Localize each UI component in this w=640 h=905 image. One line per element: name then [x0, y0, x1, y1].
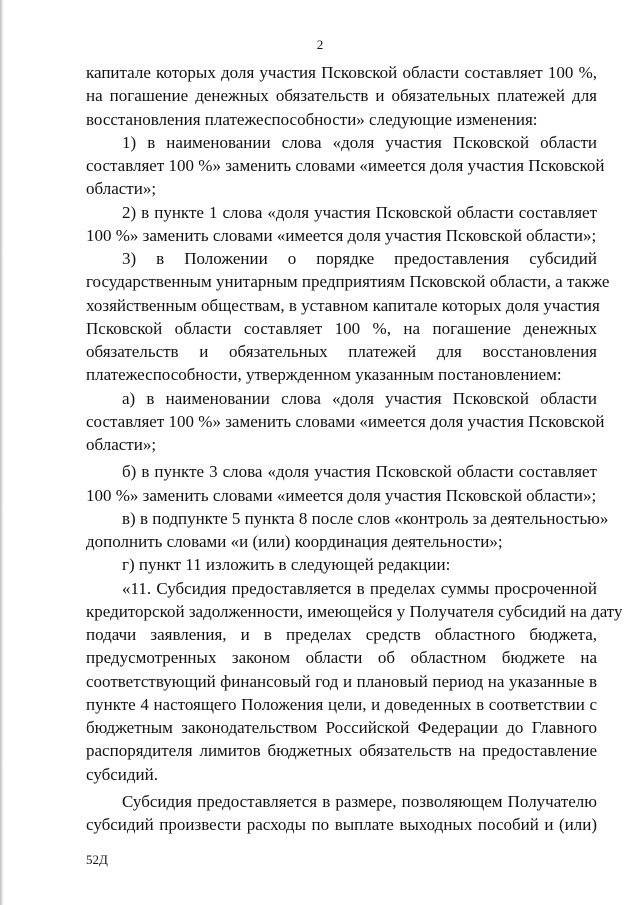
- text-line: составляет 100 %» заменить словами «имеется доля участия Псковской: [86, 411, 605, 431]
- text-line: обязательств и обязательных платежей для восстановления: [86, 342, 597, 361]
- text-line: субсидий.: [86, 764, 158, 784]
- text-line: кредиторской задолженности, имеющейся у Получателя субсидий на дату: [86, 601, 623, 621]
- scan-edge: [0, 0, 4, 905]
- text-line: 100 %» заменить словами «имеется доля участия Псковской области»;: [86, 225, 597, 245]
- text-line: государственным унитарным предприятиям Псковской области, а также: [86, 272, 610, 292]
- text-line: «11. Субсидия предоставляется в пределах суммы просроченной: [122, 578, 597, 598]
- text-line: области»;: [86, 179, 157, 199]
- text-line: на погашение денежных обязательств и обязательных платежей для: [86, 86, 597, 106]
- text-line: дополнить словами «и (или) координация деятельности»;: [86, 532, 503, 551]
- text-line: в) в подпункте 5 пункта 8 после слов «контроль за деятельностью»: [122, 508, 609, 528]
- text-line: г) пункт 11 изложить в следующей редакции:: [122, 555, 451, 575]
- text-line: субсидий произвести расходы по выплате выходных пособий и (или): [86, 815, 597, 834]
- text-line: составляет 100 %» заменить словами «имеется доля участия Псковской: [86, 156, 605, 175]
- text-line: 1) в наименовании слова «доля участия Псковской области: [122, 132, 597, 152]
- text-line: бюджетным законодательством Российской Федерации до Главного: [86, 718, 597, 737]
- text-line: 2) в пункте 1 слова «доля участия Псковской области составляет: [122, 202, 597, 222]
- text-line: пункте 4 настоящего Положения цели, и доведенных в соответствии с: [86, 694, 597, 714]
- page-number: 2: [316, 37, 324, 52]
- text-line: капитале которых доля участия Псковской области составляет 100 %,: [86, 63, 597, 82]
- text-line: 3) в Положении о порядке предоставления субсидий: [122, 249, 597, 268]
- text-line: хозяйственным обществам, в уставном капитале которых доля участия: [86, 295, 600, 315]
- text-line: Псковской области составляет 100 %, на погашение денежных: [86, 318, 597, 338]
- text-line: восстановления платежеспособности» следующие изменения:: [86, 109, 538, 129]
- text-line: соответствующий финансовый год и плановый период на указанные в: [86, 671, 597, 691]
- text-line: а) в наименовании слова «доля участия Псковской области: [122, 388, 597, 408]
- document-code: 52Д: [86, 852, 108, 867]
- text-line: распорядителя лимитов бюджетных обязательств на предоставление: [86, 741, 597, 761]
- document-body: [86, 61, 623, 836]
- text-line: 100 %» заменить словами «имеется доля участия Псковской области»;: [86, 485, 597, 505]
- text-line: Субсидия предоставляется в размере, позволяющем Получателю: [122, 791, 597, 811]
- text-line: предусмотренных законом области об областном бюджете на: [86, 648, 597, 668]
- text-line: б) в пункте 3 слова «доля участия Псковской области составляет: [122, 462, 597, 482]
- text-line: подачи заявления, и в пределах средств областного бюджета,: [86, 625, 597, 644]
- text-line: платежеспособности, утвержденном указанным постановлением:: [86, 365, 562, 385]
- text-line: области»;: [86, 435, 157, 454]
